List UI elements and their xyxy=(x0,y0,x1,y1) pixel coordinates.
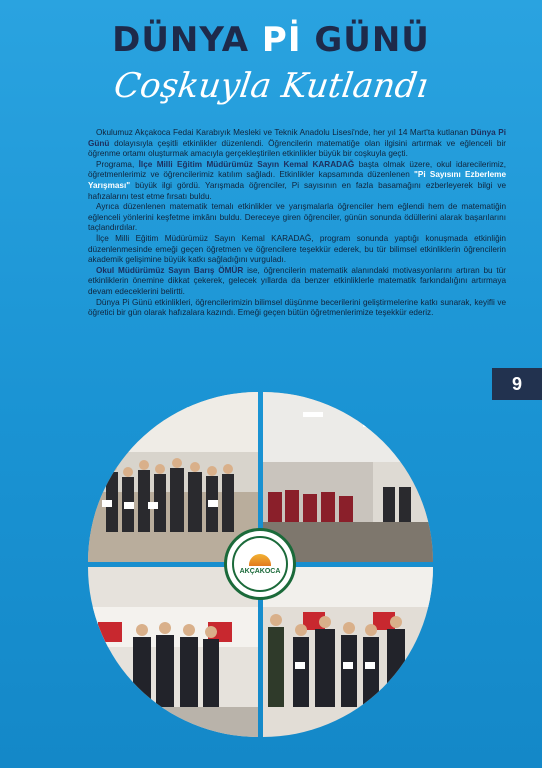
photo-auditorium xyxy=(263,392,433,562)
title-pi: Pİ xyxy=(261,20,302,60)
text: Programa, xyxy=(96,159,139,169)
page-number-badge: 9 xyxy=(492,368,542,400)
text: Okulumuz Akçakoca Fedai Karabıyık Mesleki ve Teknik Anadolu Lisesi'nde, her yıl 14 Mart'ta kutlanan xyxy=(96,128,471,137)
highlight: İlçe Milli Eğitim Müdürümüz Sayın Kemal KARADAĞ xyxy=(138,159,355,169)
paragraph-2 xyxy=(88,160,506,202)
text: büyük ilgi gördü. Yarışmada öğrenciler, Pi sayısının en fazla basamağını ezberleyerek bilgi ve hafızalarını test etme fırsatı buldu. xyxy=(88,180,506,201)
school-seal-logo xyxy=(224,528,296,600)
paragraph-1 xyxy=(88,128,506,160)
photo-officials-students xyxy=(88,567,258,737)
paragraph-6: Dünya Pi Günü etkinlikleri, öğrencilerimizin bilimsel düşünme becerilerini geliştirmelerine katkı sunarak, keyifli ve öğretici bir gün olarak hafızalara kazındı. Emeği geçen bütün öğretmenlerimize teşekkür ederiz. xyxy=(88,297,506,318)
paragraph-4: İlçe Milli Eğitim Müdürümüz Sayın Kemal KARADAĞ, program sonunda yaptığı konuşmada etkinliğin düzenlenmesinde emeği geçen öğretmen ve öğrencilere teşekkür ederek, bu tür bilimsel etkinliklerin öğrencilerin akademik gelişimine büyük katkı sağladığını vurguladı. xyxy=(88,233,506,265)
title-part1: DÜNYA xyxy=(112,20,262,60)
highlight: Okul Müdürümüz Sayın Barış ÖMÜR xyxy=(96,265,244,275)
photo-collage xyxy=(88,392,433,737)
paragraph-5 xyxy=(88,266,506,298)
title-part2: GÜNÜ xyxy=(301,20,430,60)
photo-winners xyxy=(263,567,433,737)
page-subtitle: Coşkuyla Kutlandı xyxy=(111,66,431,106)
article-body xyxy=(88,128,506,319)
highlight: "Pi Sayısını Ezberleme Yarışması" xyxy=(88,170,506,190)
text: başta olmak üzere, okul idarecilerimiz, öğretmenlerimiz ve öğrencilerimiz katılım sağladı. Etkinlikler kapsamında düzenlenen xyxy=(88,159,507,180)
highlight: Dünya Pi Günü xyxy=(88,128,506,148)
seal-name: AKÇAKOCA xyxy=(239,567,281,575)
paragraph-3: Ayrıca düzenlenen matematik temalı etkinlikler ve yarışmalarla öğrenciler hem eğlendi hem de matematiğin eğlenceli yönlerini keşfetme imkânı buldu. Dereceye giren öğrenciler, günün sonunda ödüllerini alarak başarılarını taçlandırdılar. xyxy=(88,202,506,233)
seal-inner-ring xyxy=(232,536,288,592)
page-title xyxy=(0,20,542,60)
sun-icon xyxy=(249,554,271,566)
text: dolayısıyla çeşitli etkinlikler düzenlendi. Öğrencilerin matematiğe olan ilgisini artırmak ve eğlenceli bir öğrenme ortamı oluşturmak amacıyla gerçekleştirilen etkinlikler büyük bir coşkuyla geçti. xyxy=(88,138,506,159)
photo-award-group xyxy=(88,392,258,562)
text: ise, öğrencilerin matematik alanındaki motivasyonlarını artıran bu tür etkinliklerin önemine dikkat çekerek, gelecek yıllarda da benzer etkinliklerle matematik farkındalığını artırmaya devam edeceklerini belirtti. xyxy=(88,265,506,296)
